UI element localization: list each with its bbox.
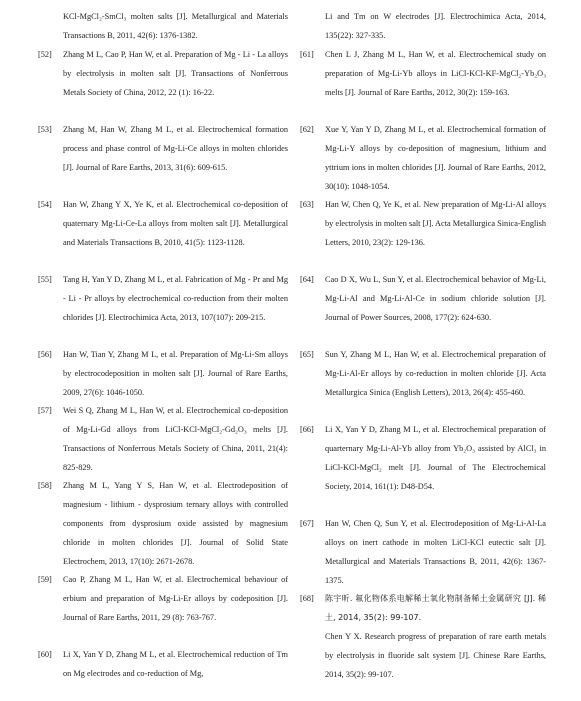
reference-number: [57] <box>38 406 52 415</box>
reference-entry <box>38 477 288 571</box>
reference-text: Tang H, Yan Y D, Zhang M L, et al. Fabrication of Mg - Pr and Mg - Li - Pr alloys by electrochemical co-reduction from their molten chlorides [J]. Electrochimica Acta, 2013, 107(107): 209-215. <box>63 275 288 322</box>
reference-text: Li X, Yan Y D, Zhang M L, et al. Electrochemical preparation of quarternary Mg-Li-Al-Yb alloy from Yb₂O₃ assisted by AlCl₃ in LiCl-KCl-MgCl₂ melt [J]. Journal of The Electrochemical Society, 2014, 161(1): D48-D54. <box>325 425 546 491</box>
reference-text: Chen Y X. Research progress of preparation of rare earth metals by electrolysis in fluoride salt system [J]. Chinese Rare Earths, 2014, 35(2): 99-107. <box>325 632 546 679</box>
reference-text: Zhang M L, Yang Y S, Han W, et al. Electrodeposition of magnesium - lithium - dysprosium ternary alloys with controlled components from dysprosium oxide assisted by magnesium chloride in molten chlorides [J]. Journal of Solid State Electrochem, 2013, 17(10): 2671-2678. <box>63 481 288 566</box>
reference-text: Han W, Chen Q, Sun Y, et al. Electrodeposition of Mg-Li-Al-La alloys on inert cathode in molten LiCl-KCl eutectic salt [J]. Metallurgical and Materials Transactions B, 2011, 42(6): 1367-1375. <box>325 519 546 585</box>
reference-text: Cao P, Zhang M L, Han W, et al. Electrochemical behaviour of erbium and preparation of Mg-Li-Er alloys by codeposition [J]. Journal of Rare Earths, 2011, 29 (8): 763-767. <box>63 575 288 622</box>
reference-entry <box>300 196 546 271</box>
reference-entry <box>38 46 288 121</box>
reference-entry <box>300 421 546 515</box>
reference-number: [65] <box>300 350 314 359</box>
reference-entry <box>300 346 546 421</box>
reference-text: Cao D X, Wu L, Sun Y, et al. Electrochemical behavior of Mg-Li, Mg-Li-Al and Mg-Li-Al-Ce in sodium chloride solution [J]. Journal of Power Sources, 2008, 177(2): 624-630. <box>325 275 546 322</box>
reference-number: [63] <box>300 200 314 209</box>
reference-entry <box>300 515 546 590</box>
reference-entry <box>300 628 546 684</box>
reference-number: [66] <box>300 425 314 434</box>
reference-text: Zhang M L, Cao P, Han W, et al. Preparation of Mg - Li - La alloys by electrolysis in molten salt [J]. Transactions of Nonferrous Metals Society of China, 2012, 22 (1): 16-22. <box>63 50 288 97</box>
reference-text: Han W, Tian Y, Zhang M L, et al. Preparation of Mg-Li-Sm alloys by electrocodeposition in molten salt [J]. Journal of Rare Earths, 2009, 27(6): 1046-1050. <box>63 350 288 397</box>
reference-entry <box>300 271 546 346</box>
reference-entry <box>38 196 288 271</box>
reference-entry <box>300 8 546 46</box>
reference-number: [56] <box>38 350 52 359</box>
reference-number: [54] <box>38 200 52 209</box>
reference-number: [55] <box>38 275 52 284</box>
reference-text: Han W, Chen Q, Ye K, et al. New preparation of Mg-Li-Al alloys by electrolysis in molten salt [J]. Acta Metallurgica Sinica-English Letters, 2010, 23(2): 129-136. <box>325 200 546 247</box>
reference-entry <box>38 402 288 477</box>
reference-text: Han W, Zhang Y X, Ye K, et al. Electrochemical co-deposition of quaternary Mg-Li-Ce-La alloys from molten salt [J]. Metallurgical and Materials Transactions B, 2010, 41(5): 1123-1128. <box>63 200 288 247</box>
reference-text: Chen L J, Zhang M L, Han W, et al. Electrochemical study on preparation of Mg-Li-Yb alloys in LiCl-KCl-KF-MgCl₂-Yb₂O₃ melts [J]. Journal of Rare Earths, 2012, 30(2): 159-163. <box>325 50 546 97</box>
reference-number: [59] <box>38 575 52 584</box>
reference-number: [52] <box>38 50 52 59</box>
reference-number: [68] <box>300 594 314 603</box>
reference-text: Wei S Q, Zhang M L, Han W, et al. Electrochemical co-deposition of Mg-Li-Gd alloys from LiCl-KCl-MgCl₂-Gd₂O₃ melts [J]. Transactions of Nonferrous Metals Society of China, 2011, 21(4): 825-829. <box>63 406 288 472</box>
reference-text: Li and Tm on W electrodes [J]. Electrochimica Acta, 2014, 135(22): 327-335. <box>325 12 546 40</box>
reference-number: [67] <box>300 519 314 528</box>
reference-text: Sun Y, Zhang M L, Han W, et al. Electrochemical preparation of Mg-Li-Al-Er alloys by co-reduction in molten chloride [J]. Acta Metallurgica Sinica (English Letters), 2013, 26(4): 455-460. <box>325 350 546 397</box>
reference-text: Li X, Yan Y D, Zhang M L, et al. Electrochemical reduction of Tm on Mg electrodes and co-reduction of Mg, <box>63 650 288 678</box>
reference-number: [62] <box>300 125 314 134</box>
reference-entry <box>300 590 546 628</box>
reference-entry <box>300 46 546 121</box>
reference-number: [64] <box>300 275 314 284</box>
reference-column-right <box>300 8 546 684</box>
reference-column-left <box>38 8 288 684</box>
reference-text: Zhang M, Han W, Zhang M L, et al. Electrochemical formation process and phase control of Mg-Li-Ce alloys in molten chlorides [J]. Journal of Rare Earths, 2013, 31(6): 609-615. <box>63 125 288 172</box>
reference-number: [58] <box>38 481 52 490</box>
reference-number: [61] <box>300 50 314 59</box>
reference-number: [60] <box>38 650 52 659</box>
reference-text: Xue Y, Yan Y D, Zhang M L, et al. Electrochemical formation of Mg-Li-Y alloys by co-deposition of magnesium, lithium and yttrium ions in molten chlorides [J]. Journal of Rare Earths, 2012, 30(10): 1048-1054. <box>325 125 546 191</box>
reference-entry <box>38 571 288 646</box>
reference-entry <box>38 8 288 46</box>
reference-entry <box>38 271 288 346</box>
reference-number: [53] <box>38 125 52 134</box>
reference-text-chinese: 陈宇昕. 氟化物体系电解稀土氧化物制备稀土金属研究 [J]. 稀土, 2014, 35(2): 99-107. <box>325 594 546 622</box>
reference-entry <box>38 121 288 196</box>
reference-entry <box>38 346 288 402</box>
reference-entry <box>38 646 288 684</box>
reference-text: KCl-MgCl₂-SmCl₃ molten salts [J]. Metallurgical and Materials Transactions B, 2011, 42(6): 1376-1382. <box>63 12 288 40</box>
reference-entry <box>300 121 546 196</box>
